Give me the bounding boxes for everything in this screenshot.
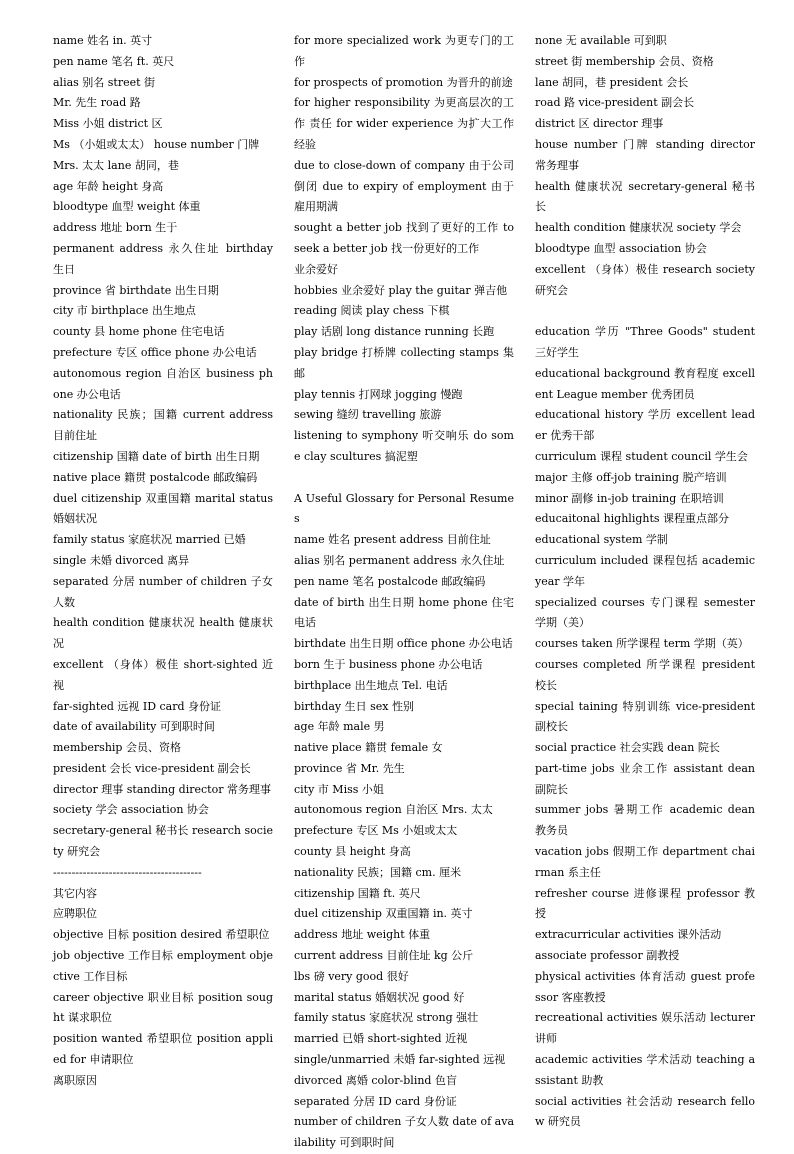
glossary-entry: Mrs. 太太 lane 胡同，巷 <box>53 158 179 172</box>
glossary-entry: permanent address 永久住址 birthday 生日 <box>53 241 273 276</box>
glossary-entry: educational history 学历 excellent leader 优秀干部 <box>535 408 755 443</box>
glossary-entry: hobbies 业余爱好 play the guitar 弹吉他 <box>294 283 508 297</box>
glossary-entry: educational system 学制 <box>535 533 668 547</box>
glossary-entry: educational background 教育程度 excellent League member 优秀团员 <box>535 366 755 401</box>
glossary-entry: associate professor 副教授 <box>535 949 680 963</box>
glossary-entry: educaitonal highlights 课程重点部分 <box>535 512 730 526</box>
glossary-entry: sought a better job 找到了更好的工作 to seek a better job 找一份更好的工作 <box>294 221 514 255</box>
glossary-entry: major 主修 off-job training 脱产培训 <box>535 470 727 484</box>
glossary-entry: for prospects of promotion 为晋升的前途 <box>294 75 513 89</box>
glossary-entry: specialized courses 专门课程 semester 学期（美） <box>535 595 755 630</box>
glossary-entry: born 生于 business phone 办公电话 <box>294 657 483 671</box>
glossary-entry: education 学历 "Three Goods" student 三好学生 <box>535 325 755 359</box>
glossary-entry: marital status 婚姻状况 good 好 <box>294 990 465 1004</box>
glossary-entry: ---------------------------------------- <box>53 865 202 879</box>
blank-line <box>294 468 514 489</box>
glossary-entry: age 年龄 male 男 <box>294 720 385 734</box>
glossary-entry: 业余爱好 <box>294 262 338 276</box>
glossary-entry: membership 会员、资格 <box>53 741 181 755</box>
glossary-entry: road 路 vice-president 副会长 <box>535 96 695 110</box>
glossary-entry: health condition 健康状况 society 学会 <box>535 221 742 235</box>
glossary-entry: bloodtype 血型 association 协会 <box>535 241 707 255</box>
glossary-entry: 应聘职位 <box>53 907 97 921</box>
glossary-entry: A Useful Glossary for Personal Resumes <box>294 491 514 526</box>
glossary-entry: province 省 Mr. 先生 <box>294 761 405 775</box>
glossary-entry: 其它内容 <box>53 886 97 900</box>
glossary-entry: birthday 生日 sex 性别 <box>294 699 414 713</box>
glossary-entry: citizenship 国籍 ft. 英尺 <box>294 886 421 900</box>
glossary-entry: native place 籍贯 postalcode 邮政编码 <box>53 470 258 484</box>
glossary-entry: refresher course 进修课程 professor 教授 <box>535 886 755 921</box>
glossary-entry: bloodtype 血型 weight 体重 <box>53 200 201 214</box>
glossary-entry: single 未婚 divorced 离异 <box>53 553 190 567</box>
glossary-entry: Miss 小姐 district 区 <box>53 117 163 131</box>
glossary-entry: current address 目前住址 kg 公斤 <box>294 949 474 963</box>
glossary-entry: married 已婚 short-sighted 近视 <box>294 1032 468 1046</box>
glossary-entry: single/unmarried 未婚 far-sighted 远视 <box>294 1053 506 1067</box>
glossary-entry: alias 别名 permanent address 永久住址 <box>294 553 505 567</box>
glossary-entry: Mr. 先生 road 路 <box>53 96 141 110</box>
glossary-entry: citizenship 国籍 date of birth 出生日期 <box>53 449 260 463</box>
glossary-entry: curriculum 课程 student council 学生会 <box>535 449 748 463</box>
glossary-entry: sewing 缝纫 travelling 旅游 <box>294 408 442 422</box>
glossary-entry: district 区 director 理事 <box>535 117 664 131</box>
column-left <box>53 31 273 1092</box>
glossary-entry: duel citizenship 双重国籍 in. 英寸 <box>294 907 473 921</box>
glossary-entry: native place 籍贯 female 女 <box>294 741 443 755</box>
glossary-entry: due to close-down of company 由于公司倒闭 due to expiry of employment 由于雇用期满 <box>294 158 514 214</box>
glossary-entry: county 县 height 身高 <box>294 845 411 859</box>
glossary-entry: city 市 Miss 小姐 <box>294 782 384 796</box>
glossary-entry: president 会长 vice-president 副会长 <box>53 761 251 775</box>
glossary-entry: objective 目标 position desired 希望职位 <box>53 928 270 942</box>
glossary-entry: social activities 社会活动 research fellow 研究员 <box>535 1094 755 1129</box>
glossary-entry: excellent （身体）极佳 research society 研究会 <box>535 262 755 297</box>
glossary-entry: age 年龄 height 身高 <box>53 179 164 193</box>
glossary-entry: academic activities 学术活动 teaching assistant 助教 <box>535 1053 755 1087</box>
glossary-entry: curriculum included 课程包括 academic year 学年 <box>535 553 755 588</box>
glossary-entry: name 姓名 in. 英寸 <box>53 34 153 47</box>
glossary-entry: address 地址 born 生于 <box>53 221 178 235</box>
glossary-entry: address 地址 weight 体重 <box>294 928 431 942</box>
glossary-entry: lane 胡同，巷 president 会长 <box>535 75 689 89</box>
glossary-entry: prefecture 专区 Ms 小姐或太太 <box>294 824 458 838</box>
glossary-entry: name 姓名 present address 目前住址 <box>294 533 491 547</box>
glossary-entry: birthdate 出生日期 office phone 办公电话 <box>294 637 513 651</box>
glossary-entry: courses taken 所学课程 term 学期（英） <box>535 637 749 651</box>
glossary-entry: 离职原因 <box>53 1073 97 1087</box>
glossary-entry: extracurricular activities 课外活动 <box>535 928 722 942</box>
glossary-entry: prefecture 专区 office phone 办公电话 <box>53 345 257 359</box>
glossary-entry: Ms （小姐或太太） house number 门牌 <box>53 137 260 151</box>
glossary-entry: courses completed 所学课程 president 校长 <box>535 657 755 692</box>
glossary-entry: separated 分居 ID card 身份证 <box>294 1094 457 1108</box>
glossary-entry: play 话剧 long distance running 长跑 <box>294 325 495 339</box>
glossary-entry: autonomous region 自治区 business phone 办公电话 <box>53 366 273 401</box>
glossary-entry: pen name 笔名 postalcode 邮政编码 <box>294 574 486 588</box>
glossary-entry: nationality 民族；国籍 current address 目前住址 <box>53 408 273 443</box>
glossary-entry: nationality 民族；国籍 cm. 厘米 <box>294 865 462 879</box>
glossary-entry: autonomous region 自治区 Mrs. 太太 <box>294 803 493 817</box>
glossary-entry: position wanted 希望职位 position applied for 申请职位 <box>53 1032 273 1067</box>
glossary-entry: part-time jobs 业余工作 assistant dean 副院长 <box>535 761 755 796</box>
glossary-entry: province 省 birthdate 出生日期 <box>53 283 219 297</box>
glossary-entry: family status 家庭状况 strong 强壮 <box>294 1011 479 1025</box>
glossary-entry: separated 分居 number of children 子女人数 <box>53 574 273 609</box>
glossary-entry: job objective 工作目标 employment objective 工作目标 <box>53 949 273 983</box>
glossary-entry: excellent （身体）极佳 short-sighted 近视 <box>53 657 273 692</box>
glossary-entry: far-sighted 远视 ID card 身份证 <box>53 699 222 713</box>
glossary-entry: lbs 磅 very good 很好 <box>294 969 409 983</box>
glossary-entry: alias 别名 street 街 <box>53 75 156 89</box>
glossary-entry: number of children 子女人数 date of availability 可到职时间 <box>294 1115 514 1150</box>
glossary-entry: duel citizenship 双重国籍 marital status 婚姻状况 <box>53 491 273 526</box>
blank-line <box>535 301 755 322</box>
glossary-entry: pen name 笔名 ft. 英尺 <box>53 54 175 68</box>
glossary-entry: listening to symphony 听交响乐 do some clay scultures 搞泥塑 <box>294 429 514 463</box>
glossary-entry: divorced 离婚 color-blind 色盲 <box>294 1073 457 1087</box>
glossary-entry: physical activities 体育活动 guest professor 客座教授 <box>535 969 755 1004</box>
glossary-entry: minor 副修 in-job training 在职培训 <box>535 491 724 505</box>
glossary-entry: social practice 社会实践 dean 院长 <box>535 741 720 755</box>
glossary-entry: city 市 birthplace 出生地点 <box>53 304 196 318</box>
glossary-entry: reading 阅读 play chess 下棋 <box>294 304 450 318</box>
glossary-entry: health condition 健康状况 health 健康状况 <box>53 616 273 651</box>
glossary-entry: for higher responsibility 为更高层次的工作 责任 for wider experience 为扩大工作经验 <box>294 96 514 151</box>
glossary-entry: society 学会 association 协会 <box>53 803 209 817</box>
glossary-entry: secretary-general 秘书长 research society 研究会 <box>53 824 273 859</box>
glossary-entry: summer jobs 暑期工作 academic dean 教务员 <box>535 803 755 838</box>
glossary-entry: career objective 职业目标 position sought 谋求职位 <box>53 990 273 1025</box>
glossary-entry: family status 家庭状况 married 已婚 <box>53 533 246 547</box>
glossary-entry: vacation jobs 假期工作 department chairman 系主任 <box>535 845 755 879</box>
glossary-entry: director 理事 standing director 常务理事 <box>53 782 271 796</box>
glossary-entry: play bridge 打桥牌 collecting stamps 集邮 <box>294 345 514 380</box>
glossary-entry: recreational activities 娱乐活动 lecturer 讲师 <box>535 1011 755 1046</box>
column-right <box>535 31 755 1133</box>
column-middle <box>294 31 514 1154</box>
glossary-entry: birthplace 出生地点 Tel. 电话 <box>294 678 448 692</box>
glossary-entry: play tennis 打网球 jogging 慢跑 <box>294 387 463 401</box>
glossary-entry: date of availability 可到职时间 <box>53 720 215 734</box>
glossary-entry: health 健康状况 secretary-general 秘书长 <box>535 179 755 214</box>
glossary-entry: for more specialized work 为更专门的工作 <box>294 34 514 68</box>
glossary-entry: date of birth 出生日期 home phone 住宅电话 <box>294 595 514 630</box>
glossary-entry: none 无 available 可到职 <box>535 34 667 47</box>
glossary-entry: special taining 特别训练 vice-president 副校长 <box>535 699 755 734</box>
glossary-entry: house number 门牌 standing director 常务理事 <box>535 137 755 172</box>
glossary-entry: street 街 membership 会员、资格 <box>535 54 714 68</box>
glossary-entry: county 县 home phone 住宅电话 <box>53 325 225 339</box>
